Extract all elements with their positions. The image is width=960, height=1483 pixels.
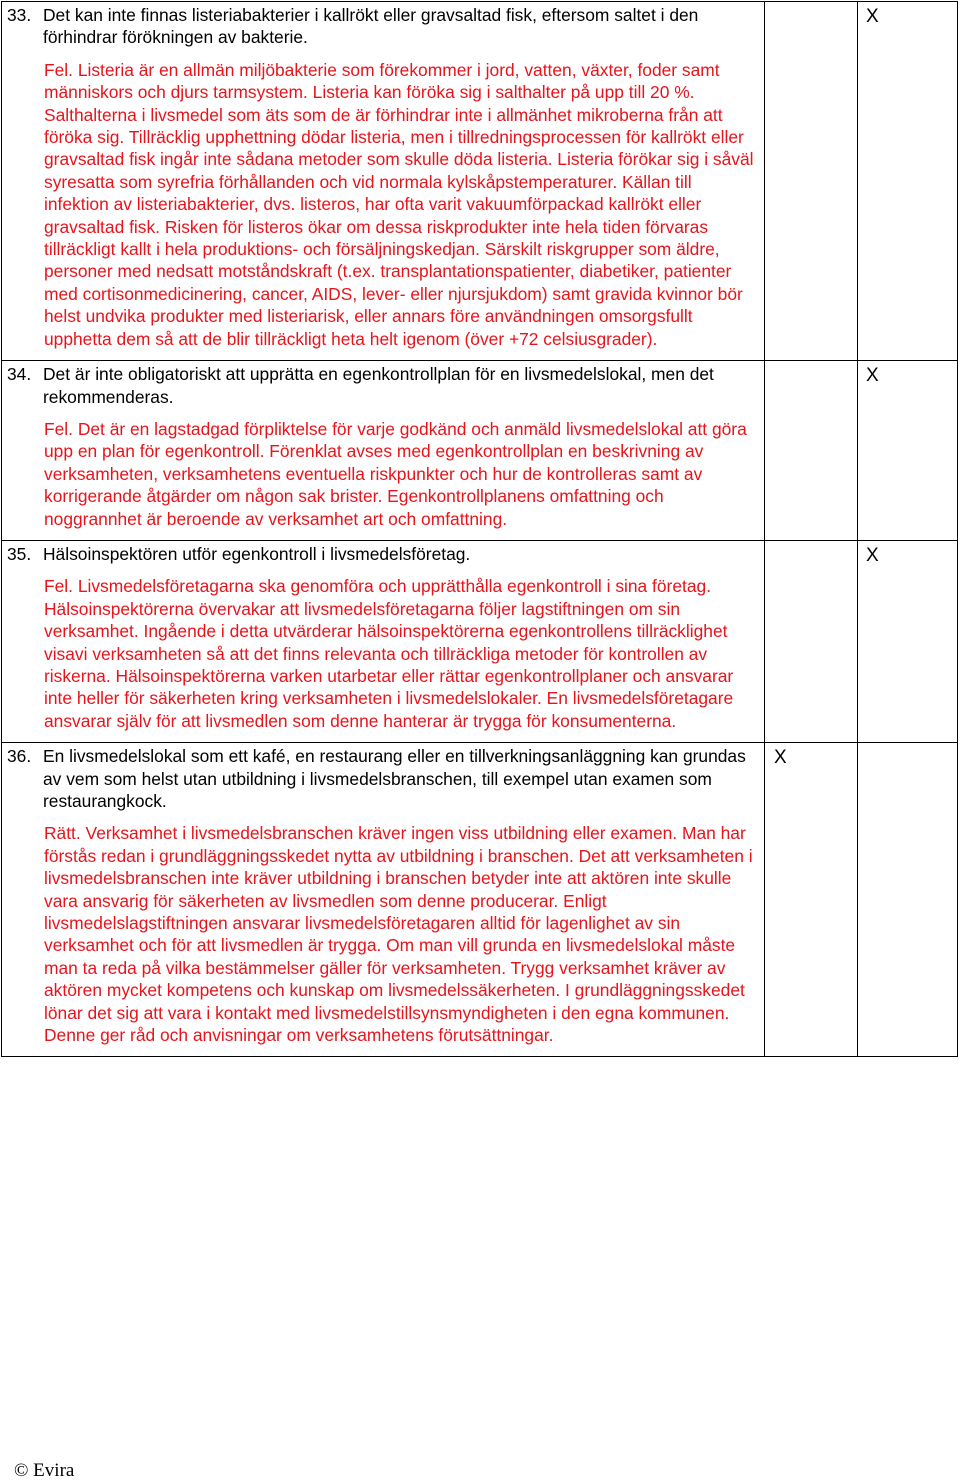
- wrong-answer-mark: X: [858, 540, 958, 742]
- question: [7, 363, 756, 408]
- answer-explanation: Fel. Livsmedelsföretagarna ska genomföra och upprätthålla egenkontroll i sina företag. Hälsoinspektörerna övervakar att livsmedelsföretagarna följer lagstiftningen om sin verksamhet. Ingående i detta utvärderar hälsoinspektörerna egenkontrollens tillräcklighet visavi verksamheten så att det finns relevanta och tillräckliga metoder för kontrollen av riskerna. Hälsoinspektörerna varken utarbetar eller rättar egenkontrollplaner och ansvarar inte heller för säkerheten kring verksamheten i livsmedelslokaler. En livsmedelsföretagare ansvarar själv för att livsmedlen som denne hanterar är trygga för konsumenterna.: [44, 576, 734, 731]
- question-number: 35.: [7, 543, 32, 564]
- answer-explanation: Fel. Det är en lagstadgad förpliktelse för varje godkänd och anmäld livsmedelslokal att göra upp en plan för egenkontroll. Förenklat avses med egenkontrollplan en beskrivning av verksamheten, verksamhetens eventuella riskpunkter och hur de kontrolleras samt av korrigerande åtgärder om någon sak brister. Egenkontrollplanens omfattning och noggrannhet är beroende av verksamhet art och omfattning.: [44, 418, 747, 529]
- question-row-33: [2, 2, 958, 361]
- copyright-footer: © Evira: [14, 1460, 75, 1481]
- question: [7, 543, 756, 565]
- question-row-36: [2, 743, 958, 1057]
- question-cell: [2, 361, 765, 541]
- question-text: Det är inte obligatoriskt att upprätta en egenkontrollplan för en livsmedelslokal, men det rekommenderas.: [43, 364, 714, 407]
- wrong-answer-mark: [858, 743, 958, 1057]
- question-text: Hälsoinspektören utför egenkontroll i livsmedelsföretag.: [43, 543, 471, 564]
- quiz-table: [1, 1, 958, 1057]
- question-number: 33.: [7, 5, 32, 25]
- wrong-answer-mark: X: [858, 2, 958, 361]
- answer-explanation: Rätt. Verksamhet i livsmedelsbranschen kräver ingen viss utbildning eller examen. Man har förstås redan i grundläggningsskedet nytta av utbildning i branschen. Det att verksamheten i livsmedelsbranschen inte kräver utbildning i branschen betyder inte att aktören inte skulle vara ansvarig för säkerheten av livsmedlen som denne producerar. Enligt livsmedelslagstiftningen ansvarar livsmedelsföretagaren alltid för lagenlighet av sin verksamhet och för att livsmedlen är trygga. Om man vill grunda en livsmedelslokal måste man ta reda på vilka bestämmelser gäller för verksamheten. Trygg verksamhet kräver av aktören mycket kompetens och kunskap om livsmedelssäkerheten. I grundläggningsskedet lönar det sig att vara i kontakt med livsmedelstillsynsmyndigheten i den egna kommunen. Denne ger råd och anvisningar om verksamhetens förutsättningar.: [44, 823, 753, 1046]
- wrong-answer-mark: X: [858, 361, 958, 541]
- question-text: Det kan inte finnas listeriabakterier i kallrökt eller gravsaltad fisk, eftersom saltet i den förhindrar förökningen av bakterie.: [43, 5, 699, 48]
- question-row-35: [2, 540, 958, 742]
- right-answer-mark: [765, 540, 858, 742]
- question-number: 36.: [7, 746, 32, 767]
- right-answer-mark: [765, 2, 858, 361]
- right-answer-mark: X: [765, 743, 858, 1057]
- question-number: 34.: [7, 364, 32, 385]
- question-text: En livsmedelslokal som ett kafé, en restaurang eller en tillverkningsanläggning kan grundas av vem som helst utan utbildning i livsmedelsbranschen, till exempel utan examen som restaurangkock.: [43, 746, 746, 811]
- right-answer-mark: [765, 361, 858, 541]
- answer-explanation: Fel. Listeria är en allmän miljöbakterie som förekommer i jord, vatten, växter, foder samt människors och djurs tarmsystem. Listeria kan föröka sig i salthalter på upp till 20 %. Salthalterna i livsmedel som äts som de är förhindrar inte i allmänhet mikroberna från att föröka sig. Tillräcklig upphettning dödar listeria, men i tillredningsprocessen för kallrökt eller gravsaltad fisk ingår inte sådana metoder som skulle döda listeria. Listeria förökar sig i såväl syresatta som syrefria förhållanden och vid normala kylskåpstemperaturer. Källan till infektion av listeriabakterier, dvs. listeros, har ofta varit vakuumförpackad kallrökt eller gravsaltad fisk. Risken för listeros ökar om dessa riskprodukter inte hela tiden förvaras tillräckligt kallt i hela produktions- och försäljningskedjan. Särskilt riskgrupper som äldre, personer med nedsatt motståndskraft (t.ex. transplantationspatienter, diabetiker, patienter med cortisonmedicinering, cancer, AIDS, lever- eller njursjukdom) samt gravida kvinnor bör helst undvika produkter med listeriarisk, eller annars före användningen omsorgsfullt upphetta dem så att de blir tillräckligt heta helt igenom (över +72 celsiusgrader).: [44, 59, 754, 349]
- question: [7, 4, 756, 49]
- question: [7, 745, 756, 812]
- question-cell: [2, 743, 765, 1057]
- question-cell: [2, 540, 765, 742]
- question-cell: [2, 2, 765, 361]
- question-row-34: [2, 361, 958, 541]
